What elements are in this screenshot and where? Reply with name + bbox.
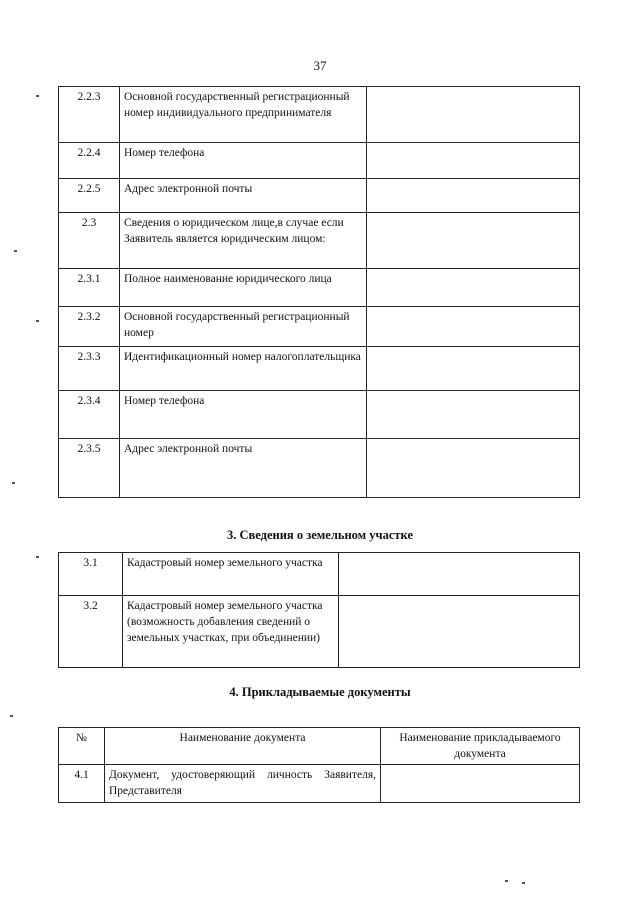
row-number: 2.3.5	[59, 439, 120, 498]
table-row	[59, 307, 580, 347]
value-cell	[367, 391, 580, 439]
row-label: Кадастровый номер земельного участка (возможность добавления сведений о земельных участках, при объединении)	[123, 596, 339, 668]
scan-speck	[36, 556, 39, 558]
row-label: Номер телефона	[120, 143, 367, 179]
attached-document-cell	[381, 765, 580, 803]
value-cell	[367, 213, 580, 269]
column-header-attached-document: Наименование прикладываемого документа	[381, 728, 580, 765]
land-plot-table	[58, 552, 580, 668]
page-number: 37	[313, 58, 327, 73]
scan-speck	[36, 320, 39, 322]
row-label: Основной государственный регистрационный номер	[120, 307, 367, 347]
value-cell	[367, 179, 580, 213]
row-label: Сведения о юридическом лице,в случае если Заявитель является юридическим лицом:	[120, 213, 367, 269]
table-row	[59, 391, 580, 439]
table-row	[59, 213, 580, 269]
row-label: Адрес электронной почты	[120, 179, 367, 213]
row-label: Полное наименование юридического лица	[120, 269, 367, 307]
table-row	[59, 439, 580, 498]
value-cell	[367, 143, 580, 179]
row-number: 2.3.2	[59, 307, 120, 347]
row-number: 3.2	[59, 596, 123, 668]
scan-speck	[12, 482, 15, 484]
value-cell	[339, 553, 580, 596]
scan-speck	[522, 882, 525, 884]
value-cell	[339, 596, 580, 668]
table-row	[59, 347, 580, 391]
row-label: Идентификационный номер налогоплательщика	[120, 347, 367, 391]
table-row	[59, 87, 580, 143]
scan-speck	[36, 95, 39, 97]
scan-speck	[10, 715, 13, 717]
value-cell	[367, 439, 580, 498]
document-name: Документ, удостоверяющий личность Заявителя, Представителя	[105, 765, 381, 803]
row-number: 2.3	[59, 213, 120, 269]
row-number: 2.2.3	[59, 87, 120, 143]
table-row	[59, 596, 580, 668]
scan-speck	[14, 250, 17, 252]
row-label: Номер телефона	[120, 391, 367, 439]
section-3-heading: 3. Сведения о земельном участке	[227, 528, 413, 542]
applicant-info-table	[58, 86, 580, 498]
row-label: Кадастровый номер земельного участка	[123, 553, 339, 596]
column-header-document-name: Наименование документа	[105, 728, 381, 765]
row-number: 2.3.3	[59, 347, 120, 391]
row-label: Адрес электронной почты	[120, 439, 367, 498]
row-number: 2.2.5	[59, 179, 120, 213]
table-row	[59, 765, 580, 803]
row-number: 2.3.4	[59, 391, 120, 439]
table-row	[59, 269, 580, 307]
value-cell	[367, 307, 580, 347]
value-cell	[367, 269, 580, 307]
column-header-number: №	[59, 728, 105, 765]
table-row	[59, 143, 580, 179]
value-cell	[367, 87, 580, 143]
scan-speck	[505, 880, 508, 882]
row-number: 3.1	[59, 553, 123, 596]
row-label: Основной государственный регистрационный номер индивидуального предпринимателя	[120, 87, 367, 143]
table-header-row	[59, 728, 580, 765]
attached-documents-table	[58, 727, 580, 803]
table-row	[59, 553, 580, 596]
row-number: 4.1	[59, 765, 105, 803]
row-number: 2.2.4	[59, 143, 120, 179]
value-cell	[367, 347, 580, 391]
row-number: 2.3.1	[59, 269, 120, 307]
section-4-heading: 4. Прикладываемые документы	[229, 685, 411, 699]
table-row	[59, 179, 580, 213]
